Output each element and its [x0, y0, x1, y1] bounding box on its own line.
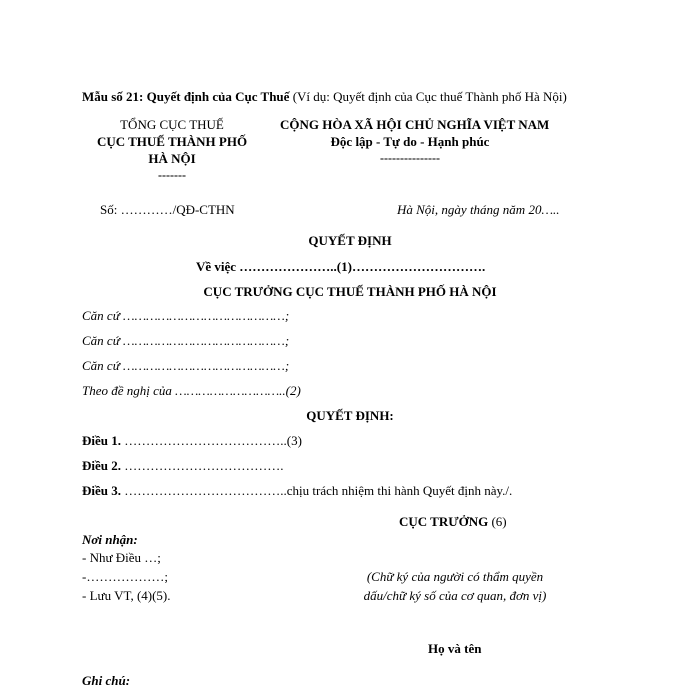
form-heading	[82, 89, 567, 105]
article-text: ……………………………….	[121, 458, 284, 473]
recipient-item: - Như Điều …;	[82, 550, 161, 565]
footnote-title: Ghi chú:	[82, 673, 131, 688]
recipient-item: -………………;	[82, 569, 168, 584]
article-2	[82, 458, 284, 474]
signature-note-line2: dấu/chữ ký số của cơ quan, đơn vị)	[363, 588, 547, 603]
article-1	[82, 433, 302, 449]
agency-name-line1: CỤC THUẾ THÀNH PHỐ	[96, 134, 248, 149]
issuing-authority: CỤC TRƯỞNG CỤC THUẾ THÀNH PHỐ HÀ NỘI	[203, 284, 497, 299]
national-motto: Độc lập - Tự do - Hạnh phúc	[330, 134, 490, 149]
article-label: Điều 2.	[82, 458, 121, 473]
document-number: Số: …………/QĐ-CTHN	[100, 202, 235, 217]
article-label: Điều 1.	[82, 433, 121, 448]
agency-divider: -------	[158, 168, 186, 182]
motto-divider: ---------------	[380, 151, 440, 165]
agency-parent: TỔNG CỤC THUẾ	[120, 117, 224, 132]
legal-basis: Căn cứ ……………………………………;	[82, 333, 290, 348]
recipients-title: Nơi nhận:	[82, 532, 138, 547]
legal-basis: Căn cứ ……………………………………;	[82, 358, 290, 373]
signer-title-note: (6)	[488, 514, 507, 529]
subject-line: Về việc …………………..(1)………………………….	[196, 259, 486, 274]
legal-basis: Căn cứ ……………………………………;	[82, 308, 290, 323]
national-header-block	[280, 117, 550, 166]
decision-heading: QUYẾT ĐỊNH:	[306, 408, 394, 423]
signer-name: Họ và tên	[428, 641, 482, 656]
article-label: Điều 3.	[82, 483, 121, 498]
country-name: CỘNG HÒA XÃ HỘI CHỦ NGHĨA VIỆT NAM	[280, 117, 550, 132]
article-text: ………………………………..(3)	[121, 433, 302, 448]
signature-note-line1: (Chữ ký của người có thẩm quyền	[366, 569, 544, 584]
issuing-agency-block	[82, 117, 262, 183]
proposal-basis: Theo đề nghị của ………………………..(2)	[82, 383, 301, 398]
signer-title	[399, 514, 507, 530]
form-number: Mẫu số 21: Quyết định của Cục Thuế	[82, 89, 290, 104]
recipient-item: - Lưu VT, (4)(5).	[82, 588, 171, 603]
article-text: ………………………………..chịu trách nhiệm thi hành Quyết định này./.	[121, 483, 513, 498]
agency-name-line2: HÀ NỘI	[148, 151, 196, 166]
place-date: Hà Nội, ngày tháng năm 20…..	[397, 202, 560, 217]
document-title: QUYẾT ĐỊNH	[308, 233, 392, 248]
form-example: (Ví dụ: Quyết định của Cục thuế Thành phố Hà Nội)	[292, 89, 567, 104]
signer-title-text: CỤC TRƯỞNG	[399, 514, 489, 529]
article-3	[82, 483, 512, 499]
